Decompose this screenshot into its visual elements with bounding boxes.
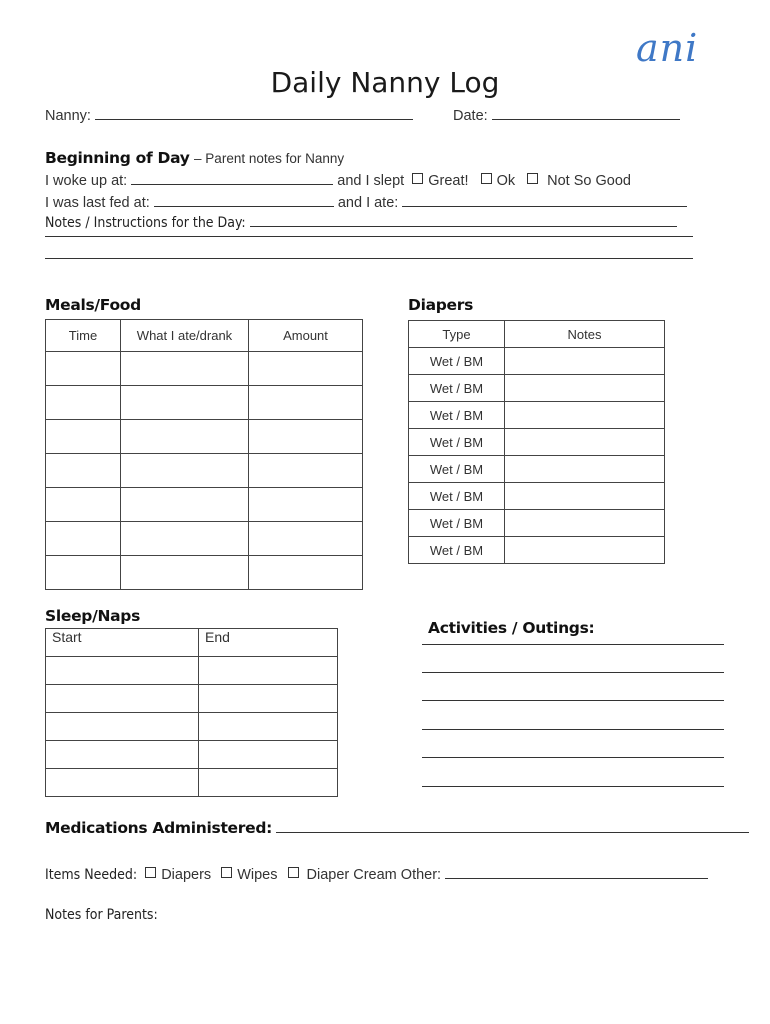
meal-what-cell[interactable] <box>121 522 249 556</box>
diaper-type-cell[interactable]: Wet / BM <box>409 375 505 402</box>
meal-time-cell[interactable] <box>46 420 121 454</box>
diaper-cream-option-label: Diaper Cream <box>306 867 397 883</box>
activities-line[interactable] <box>422 786 724 787</box>
meal-what-cell[interactable] <box>121 556 249 590</box>
table-row <box>409 483 665 510</box>
diaper-type-cell[interactable]: Wet / BM <box>409 429 505 456</box>
table-row <box>46 386 363 420</box>
table-row <box>409 510 665 537</box>
nanny-input[interactable] <box>95 107 413 120</box>
meals-col-amount: Amount <box>249 320 363 352</box>
sleep-end-cell[interactable] <box>199 769 338 797</box>
other-label: Other: <box>400 867 442 883</box>
diaper-notes-cell[interactable] <box>505 429 665 456</box>
sleep-start-cell[interactable] <box>46 685 199 713</box>
sleep-end-cell[interactable] <box>199 713 338 741</box>
date-label: Date: <box>453 108 488 124</box>
nanny-field-row <box>45 107 413 124</box>
wipes-option-label: Wipes <box>237 867 278 883</box>
fed-time-input[interactable] <box>154 194 334 207</box>
diapers-col-notes: Notes <box>505 321 665 348</box>
nanny-label: Nanny: <box>45 108 91 124</box>
sleep-not-so-good-checkbox[interactable] <box>527 173 538 184</box>
diaper-type-cell[interactable]: Wet / BM <box>409 537 505 564</box>
meal-what-cell[interactable] <box>121 488 249 522</box>
table-row <box>46 352 363 386</box>
meal-amount-cell[interactable] <box>249 488 363 522</box>
diaper-notes-cell[interactable] <box>505 483 665 510</box>
items-row <box>45 866 708 883</box>
sleep-col-end: End <box>199 629 338 657</box>
meal-amount-cell[interactable] <box>249 454 363 488</box>
diaper-type-cell[interactable]: Wet / BM <box>409 348 505 375</box>
meals-table <box>45 319 363 590</box>
beginning-heading: Beginning of Day <box>45 149 190 167</box>
table-row <box>409 456 665 483</box>
meals-col-what: What I ate/drank <box>121 320 249 352</box>
table-row <box>46 713 338 741</box>
items-label: Items Needed: <box>45 867 138 883</box>
table-row <box>46 556 363 590</box>
meal-time-cell[interactable] <box>46 352 121 386</box>
diaper-notes-cell[interactable] <box>505 375 665 402</box>
meals-heading: Meals/Food <box>45 296 141 314</box>
table-row <box>46 420 363 454</box>
sleep-start-cell[interactable] <box>46 741 199 769</box>
fed-label: I was last fed at: <box>45 195 150 211</box>
diaper-notes-cell[interactable] <box>505 456 665 483</box>
beginning-subheading: – Parent notes for Nanny <box>194 151 345 166</box>
woke-label: I woke up at: <box>45 173 128 189</box>
wipes-checkbox[interactable] <box>221 867 232 878</box>
activities-line[interactable] <box>422 757 724 758</box>
brand-logo: ani <box>636 26 699 70</box>
table-row <box>409 375 665 402</box>
page-title: Daily Nanny Log <box>270 66 500 99</box>
meal-amount-cell[interactable] <box>249 352 363 386</box>
meal-what-cell[interactable] <box>121 420 249 454</box>
meal-amount-cell[interactable] <box>249 386 363 420</box>
meal-time-cell[interactable] <box>46 386 121 420</box>
ate-input[interactable] <box>402 194 687 207</box>
diaper-type-cell[interactable]: Wet / BM <box>409 483 505 510</box>
meal-what-cell[interactable] <box>121 352 249 386</box>
diapers-checkbox[interactable] <box>145 867 156 878</box>
meal-time-cell[interactable] <box>46 488 121 522</box>
meal-time-cell[interactable] <box>46 556 121 590</box>
date-input[interactable] <box>492 107 680 120</box>
sleep-col-start: Start <box>46 629 199 657</box>
activities-line[interactable] <box>422 644 724 645</box>
diapers-col-type: Type <box>409 321 505 348</box>
sleep-heading: Sleep/Naps <box>45 607 141 625</box>
sleep-ok-label: Ok <box>496 173 516 189</box>
sleep-ok-checkbox[interactable] <box>481 173 492 184</box>
notes-label: Notes / Instructions for the Day: <box>45 215 246 231</box>
table-row <box>409 348 665 375</box>
date-field-row <box>453 107 680 124</box>
diaper-notes-cell[interactable] <box>505 510 665 537</box>
table-row <box>46 454 363 488</box>
medications-row <box>45 819 749 838</box>
sleep-start-cell[interactable] <box>46 769 199 797</box>
diapers-table <box>408 320 665 564</box>
meal-what-cell[interactable] <box>121 454 249 488</box>
ate-label: and I ate: <box>337 195 399 211</box>
beginning-heading-row <box>45 149 344 168</box>
meal-what-cell[interactable] <box>121 386 249 420</box>
sleep-end-cell[interactable] <box>199 685 338 713</box>
other-input[interactable] <box>445 866 708 879</box>
sleep-not-so-good-label: Not So Good <box>547 173 631 189</box>
sleep-great-checkbox[interactable] <box>412 173 423 184</box>
table-row <box>46 741 338 769</box>
woke-time-input[interactable] <box>131 172 333 185</box>
notes-for-parents-label: Notes for Parents: <box>45 907 158 923</box>
medications-label: Medications Administered: <box>45 819 273 837</box>
table-row <box>409 537 665 564</box>
sleep-start-cell[interactable] <box>46 657 199 685</box>
notes-input-line-3[interactable] <box>45 258 693 259</box>
sleep-start-cell[interactable] <box>46 713 199 741</box>
diapers-heading: Diapers <box>408 296 474 314</box>
meal-amount-cell[interactable] <box>249 522 363 556</box>
meal-time-cell[interactable] <box>46 454 121 488</box>
diaper-notes-cell[interactable] <box>505 402 665 429</box>
notes-input-line-2[interactable] <box>45 236 693 237</box>
activities-heading: Activities / Outings: <box>428 619 595 637</box>
diapers-option-label: Diapers <box>161 867 212 883</box>
activities-line[interactable] <box>422 672 724 673</box>
table-row <box>46 685 338 713</box>
diaper-type-cell[interactable]: Wet / BM <box>409 510 505 537</box>
table-row <box>46 657 338 685</box>
sleep-great-label: Great! <box>428 173 469 189</box>
diaper-type-cell[interactable]: Wet / BM <box>409 456 505 483</box>
diaper-notes-cell[interactable] <box>505 348 665 375</box>
table-row <box>46 522 363 556</box>
activities-line[interactable] <box>422 700 724 701</box>
diaper-notes-cell[interactable] <box>505 537 665 564</box>
notes-input-line-1[interactable] <box>250 214 677 227</box>
medications-input[interactable] <box>276 820 749 833</box>
sleep-table <box>45 628 338 797</box>
notes-row <box>45 214 677 231</box>
meal-time-cell[interactable] <box>46 522 121 556</box>
table-row <box>46 769 338 797</box>
sleep-end-cell[interactable] <box>199 657 338 685</box>
fed-row <box>45 194 687 211</box>
diaper-type-cell[interactable]: Wet / BM <box>409 402 505 429</box>
meals-col-time: Time <box>46 320 121 352</box>
table-row <box>409 429 665 456</box>
table-row <box>46 488 363 522</box>
meal-amount-cell[interactable] <box>249 556 363 590</box>
meal-amount-cell[interactable] <box>249 420 363 454</box>
woke-row <box>45 172 631 189</box>
table-row <box>409 402 665 429</box>
diaper-cream-checkbox[interactable] <box>288 867 299 878</box>
slept-label: and I slept <box>337 173 405 189</box>
activities-line[interactable] <box>422 729 724 730</box>
sleep-end-cell[interactable] <box>199 741 338 769</box>
